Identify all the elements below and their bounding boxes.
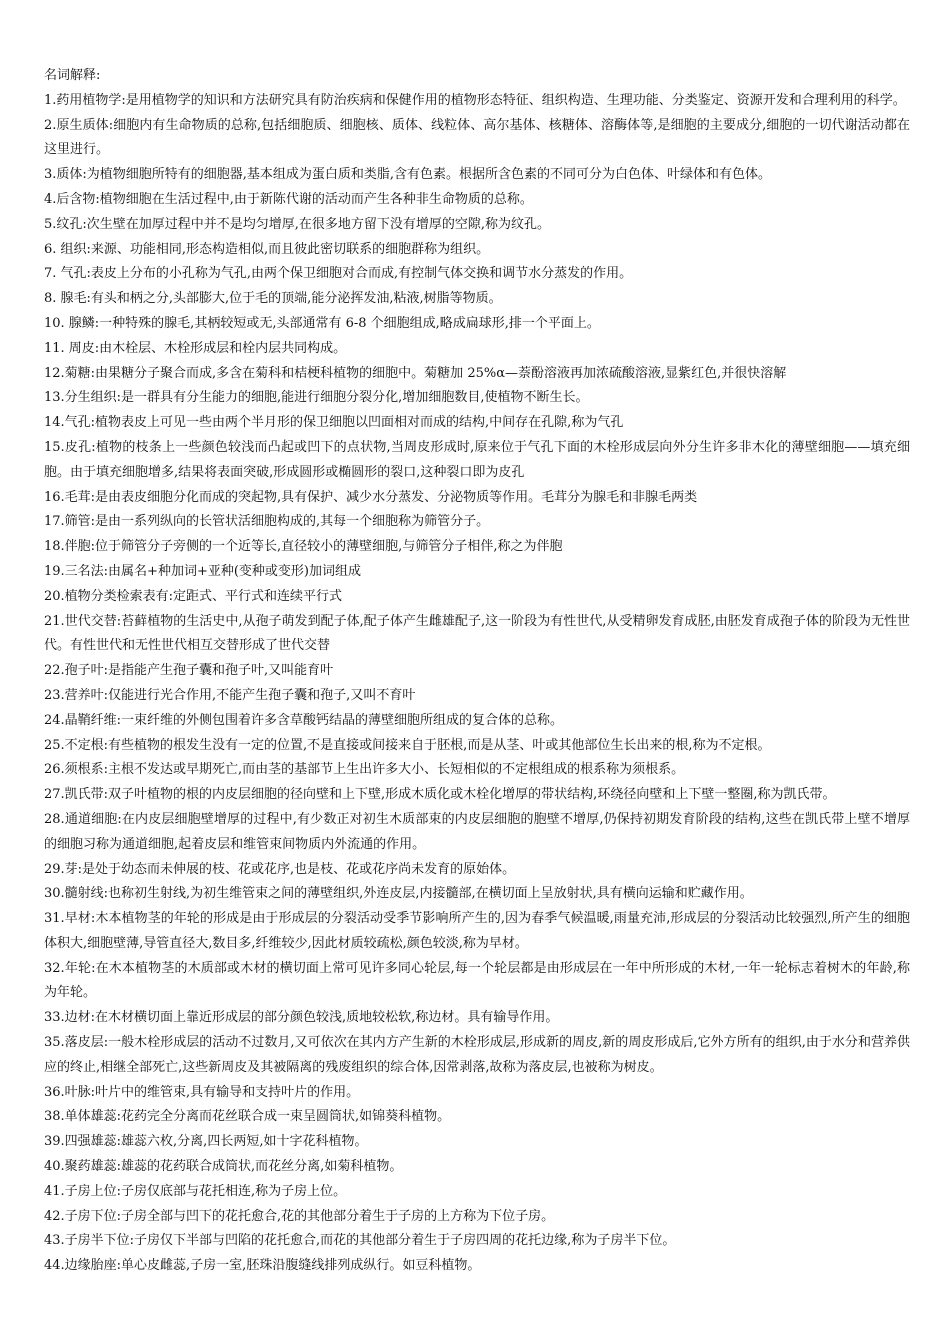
term-definition: 31.早材:木本植物茎的年轮的形成是由于形成层的分裂活动受季节影响所产生的,因为春季气候温暖,雨量充沛,形成层的分裂活动比较强烈,所产生的细胞体积大,细胞壁薄,导管直径大,数目多,纤维较少,因此材质较疏松,颜色较淡,称为早材。 [44,911,910,951]
term-definition: 39.四强雄蕊:雄蕊六枚,分离,四长两短,如十字花科植物。 [44,1134,368,1150]
term-definition: 3.质体:为植物细胞所特有的细胞器,基本组成为蛋白质和类脂,含有色素。根据所含色素的不同可分为白色体、叶绿体和有色体。 [44,167,772,183]
term-definition: 4.后含物:植物细胞在生活过程中,由于新陈代谢的活动而产生各种非生命物质的总称。 [44,191,533,207]
term-definition: 15.皮孔:植物的枝条上一些颜色较浅而凸起或凹下的点状物,当周皮形成时,原来位于气孔下面的木栓形成层向外分生许多非木化的薄壁细胞——填充细胞。由于填充细胞增多,结果将表面突破,形成圆形或椭圆形的裂口,这种裂口即为皮孔 [44,439,910,480]
term-definition: 26.须根系:主根不发达或早期死亡,而由茎的基部节上生出许多大小、长短相似的不定根组成的根系称为须根系。 [44,762,685,778]
term-definition-list [44,89,910,1279]
term-definition: 20.植物分类检索表有:定距式、平行式和连续平行式 [44,588,343,604]
term-definition: 12.菊糖:由果糖分子聚合而成,多含在菊科和桔梗科植物的细胞中。菊糖加 25%α—萘酚溶液再加浓硫酸溶液,显紫红色,并很快溶解 [44,365,787,381]
term-definition: 43.子房半下位:子房仅下半部与凹陷的花托愈合,而花的其他部分着生于子房四周的花托边缘,称为子房半下位。 [44,1233,676,1249]
term-definition: 16.毛茸:是由表皮细胞分化而成的突起物,具有保护、减少水分蒸发、分泌物质等作用。毛茸分为腺毛和非腺毛两类 [44,489,698,505]
term-definition: 24.晶鞘纤维:一束纤维的外侧包围着许多含草酸钙结晶的薄壁细胞所组成的复合体的总称。 [44,712,564,728]
term-definition: 13.分生组织:是一群具有分生能力的细胞,能进行细胞分裂分化,增加细胞数目,使植物不断生长。 [44,390,589,406]
term-definition: 7. 气孔:表皮上分布的小孔称为气孔,由两个保卫细胞对合而成,有控制气体交换和调节水分蒸发的作用。 [44,266,633,282]
term-definition: 11. 周皮:由木栓层、木栓形成层和栓内层共同构成。 [44,340,347,356]
term-definition: 1.药用植物学:是用植物学的知识和方法研究具有防治疾病和保健作用的植物形态特征、组织构造、生理功能、分类鉴定、资源开发和合理利用的科学。 [44,92,906,108]
term-definition: 14.气孔:植物表皮上可见一些由两个半月形的保卫细胞以凹面相对而成的结构,中间存在孔隙,称为气孔 [44,415,624,431]
document-page [44,64,910,1279]
term-definition: 18.伴胞:位于筛管分子旁侧的一个近等长,直径较小的薄壁细胞,与筛管分子相伴,称之为伴胞 [44,539,563,555]
term-definition: 27.凯氏带:双子叶植物的根的内皮层细胞的径向壁和上下壁,形成木质化或木栓化增厚的带状结构,环绕径向壁和上下壁一整圈,称为凯氏带。 [44,787,836,803]
term-definition: 22.孢子叶:是指能产生孢子囊和孢子叶,又叫能育叶 [44,663,334,679]
term-definition: 19.三名法:由属名+种加词+亚种(变种或变形)加词组成 [44,563,361,579]
term-definition: 41.子房上位:子房仅底部与花托相连,称为子房上位。 [44,1183,347,1199]
term-definition: 17.筛管:是由一系列纵向的长管状活细胞构成的,其每一个细胞称为筛管分子。 [44,514,490,530]
term-definition: 2.原生质体:细胞内有生命物质的总称,包括细胞质、细胞核、质体、线粒体、高尔基体、核糖体、溶酶体等,是细胞的主要成分,细胞的一切代谢活动都在这里进行。 [44,117,910,158]
term-definition: 42.子房下位:子房全部与凹下的花托愈合,花的其他部分着生于子房的上方称为下位子房。 [44,1208,555,1224]
term-definition: 25.不定根:有些植物的根发生没有一定的位置,不是直接或间接来自于胚根,而是从茎、叶或其他部位生长出来的根,称为不定根。 [44,737,771,753]
term-definition: 38.单体雄蕊:花药完全分离而花丝联合成一束呈圆筒状,如锦葵科植物。 [44,1109,451,1125]
term-definition: 29.芽:是处于幼态而未伸展的枝、花或花序,也是枝、花或花序尚未发育的原始体。 [44,861,516,877]
term-definition: 35.落皮层:一般木栓形成层的活动不过数月,又可依次在其内方产生新的木栓形成层,形成新的周皮,新的周皮形成后,它外方所有的组织,由于水分和营养供应的终止,相继全部死亡,这些新周皮及其被隔离的残废组织的综合体,因常剥落,故称为落皮层,也被称为树皮。 [44,1035,910,1075]
term-definition: 5.纹孔:次生壁在加厚过程中并不是均匀增厚,在很多地方留下没有增厚的空隙,称为纹孔。 [44,216,551,232]
term-definition: 28.通道细胞:在内皮层细胞壁增厚的过程中,有少数正对初生木质部束的内皮层细胞的胞壁不增厚,仍保持初期发育阶段的结构,这些在凯氏带上壁不增厚的细胞习称为通道细胞,起着皮层和维管束间物质内外流通的作用。 [44,811,910,852]
term-definition: 21.世代交替:苔藓植物的生活史中,从孢子萌发到配子体,配子体产生雌雄配子,这一阶段为有性世代,从受精卵发育成胚,由胚发育成孢子体的阶段为无性世代。有性世代和无性世代相互交替形成了世代交替 [44,613,910,654]
term-definition: 44.边缘胎座:单心皮雌蕊,子房一室,胚珠沿腹缝线排列成纵行。如豆科植物。 [44,1258,481,1274]
section-heading: 名词解释: [44,68,101,83]
term-definition: 32.年轮:在木本植物茎的木质部或木材的横切面上常可见许多同心轮层,每一个轮层都是由形成层在一年中所形成的木材,一年一轮标志着树木的年龄,称为年轮。 [44,960,910,1001]
term-definition: 23.营养叶:仅能进行光合作用,不能产生孢子囊和孢子,又叫不育叶 [44,687,416,703]
term-definition: 10. 腺鳞:一种特殊的腺毛,其柄较短或无,头部通常有 6-8 个细胞组成,略成扁球形,排一个平面上。 [44,315,600,331]
term-definition: 33.边材:在木材横切面上靠近形成层的部分颜色较浅,质地较松软,称边材。具有输导作用。 [44,1010,559,1026]
term-definition: 8. 腺毛:有头和柄之分,头部膨大,位于毛的顶端,能分泌挥发油,粘液,树脂等物质。 [44,291,502,307]
term-definition: 36.叶脉:叶片中的维管束,具有输导和支持叶片的作用。 [44,1084,360,1100]
term-definition: 30.髓射线:也称初生射线,为初生维管束之间的薄壁组织,外连皮层,内接髓部,在横切面上呈放射状,具有横向运输和贮藏作用。 [44,886,753,902]
term-definition: 6. 组织:来源、功能相同,形态构造相似,而且彼此密切联系的细胞群称为组织。 [44,241,490,257]
term-definition: 40.聚药雄蕊:雄蕊的花药联合成筒状,而花丝分离,如菊科植物。 [44,1159,403,1175]
